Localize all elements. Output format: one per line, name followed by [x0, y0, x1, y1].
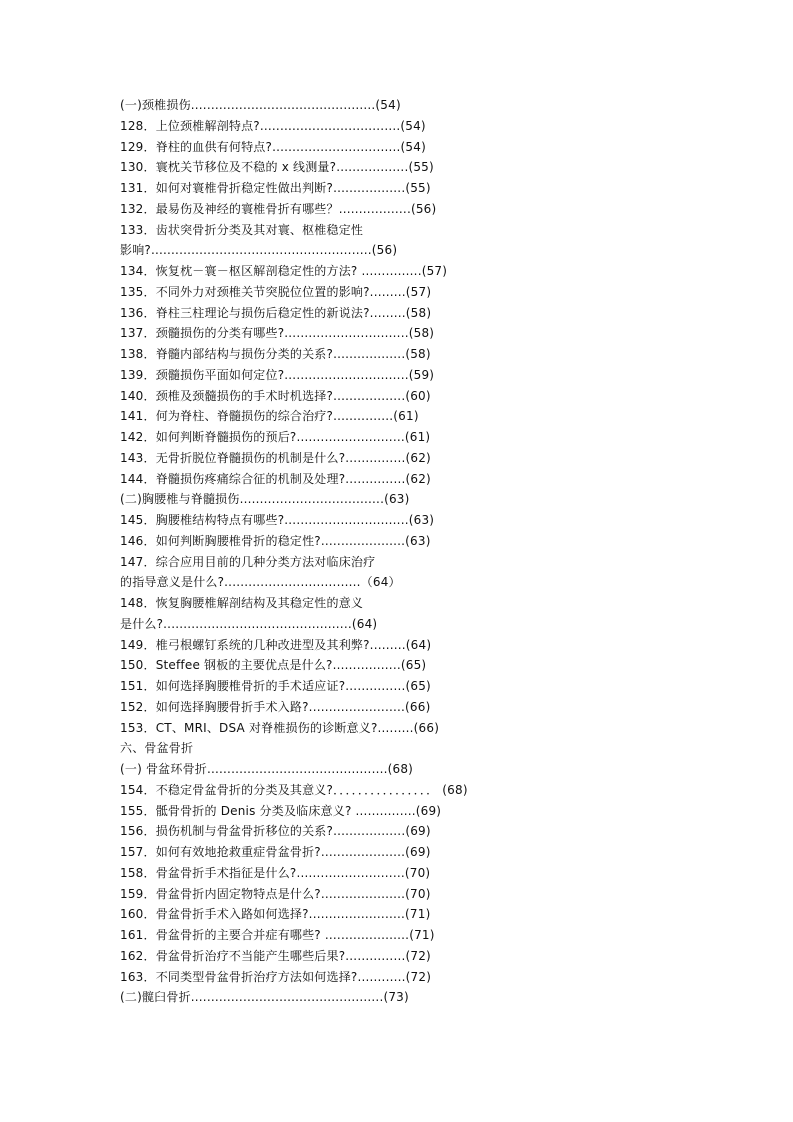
toc-line: 136．脊柱三柱理论与损伤后稳定性的新说法?.........(58) [120, 305, 432, 320]
toc-line: 的指导意义是什么?..................................（64） [120, 575, 401, 590]
toc-line: 143．无骨折脱位脊髓损伤的机制是什么?...............(62) [120, 450, 431, 465]
toc-line: 147．综合应用目前的几种分类方法对临床治疗 [120, 554, 376, 569]
toc-line: 155．骶骨骨折的 Denis 分类及临床意义? ...............(69) [120, 803, 442, 818]
toc-line: 138．脊髓内部结构与损伤分类的关系?..................(58) [120, 347, 431, 361]
toc-line: 157．如何有效地抢救重症骨盆骨折?.....................(69) [120, 845, 431, 859]
toc-line: 134．恢复枕－寰－枢区解剖稳定性的方法? ...............(57) [120, 264, 448, 278]
toc-line: 128．上位颈椎解剖特点?...................................(54) [120, 118, 426, 133]
toc-line: (一) 骨盆环骨折.............................................(68) [120, 762, 414, 776]
toc-line: 131．如何对寰椎骨折稳定性做出判断?..................(55) [120, 181, 431, 195]
toc-line: 149．椎弓根螺钉系统的几种改进型及其利弊?.........(64) [120, 637, 432, 652]
toc-line: 148．恢复胸腰椎解剖结构及其稳定性的意义 [120, 596, 364, 610]
toc-line: 142．如何判断脊髓损伤的预后?...........................(61) [120, 430, 431, 444]
toc-line: 146．如何判断胸腰椎骨折的稳定性?.....................(63) [120, 533, 431, 548]
toc-line: 161．骨盆骨折的主要合并症有哪些? .....................(71) [120, 928, 435, 942]
toc-line: 156．损伤机制与骨盆骨折移位的关系?..................(69) [120, 824, 431, 839]
toc-line: (二)髋臼骨折................................................(73) [120, 990, 409, 1005]
toc-line: 162．骨盆骨折治疗不当能产生哪些后果?...............(72) [120, 948, 431, 963]
toc-line: 133．齿状突骨折分类及其对寰、枢椎稳定性 [120, 222, 364, 237]
toc-line: 150．Steffee 钢板的主要优点是什么?.................(65) [120, 658, 427, 673]
toc-line: 139．颈髓损伤平面如何定位?...............................(59) [120, 367, 435, 382]
toc-line: 137．颈髓损伤的分类有哪些?...............................(58) [120, 326, 435, 341]
toc-line: 159．骨盆骨折内固定物特点是什么?.....................(70) [120, 886, 431, 901]
toc-line: 145．胸腰椎结构特点有哪些?...............................(63) [120, 513, 435, 527]
toc-line: 151．如何选择胸腰椎骨折的手术适应证?...............(65) [120, 679, 431, 693]
toc-line: (一)颈椎损伤..............................................(54) [120, 98, 401, 112]
toc-line: 154．不稳定骨盆骨折的分类及其意义?．．．．．．．．．．．．．．．． (68) [120, 782, 468, 797]
toc-line: 163．不同类型骨盆骨折治疗方法如何选择?............(72) [120, 969, 432, 984]
toc-line: 144．脊髓损伤疼痛综合征的机制及处理?...............(62) [120, 471, 431, 486]
toc-line: 140．颈椎及颈髓损伤的手术时机选择?..................(60) [120, 388, 431, 403]
toc-line: 130．寰枕关节移位及不稳的 x 线测量?..................(55) [120, 160, 434, 175]
toc-line: 六、骨盆骨折 [120, 741, 194, 756]
toc-line: 153．CT、MRI、DSA 对脊椎损伤的诊断意义?.........(66) [120, 720, 440, 735]
toc-line: (二)胸腰椎与脊髓损伤....................................(63) [120, 492, 410, 507]
toc-line: 152．如何选择胸腰骨折手术入路?........................(66) [120, 699, 431, 714]
toc-line: 141．何为脊柱、脊髓损伤的综合治疗?...............(61) [120, 409, 419, 424]
toc-line: 是什么?...............................................(64) [120, 616, 378, 631]
toc-line: 132．最易伤及神经的寰椎骨折有哪些？..................(56) [120, 201, 437, 216]
table-of-contents [120, 95, 500, 1008]
toc-line: 129．脊柱的血供有何特点?................................(54) [120, 139, 426, 154]
toc-line: 158．骨盆骨折手术指征是什么?...........................(70) [120, 865, 431, 880]
toc-line: 135．不同外力对颈椎关节突脱位位置的影响?.........(57) [120, 284, 432, 299]
toc-line: 影响?.......................................................(56) [120, 243, 398, 258]
toc-line: 160．骨盆骨折手术入路如何选择?........................(71) [120, 907, 431, 922]
